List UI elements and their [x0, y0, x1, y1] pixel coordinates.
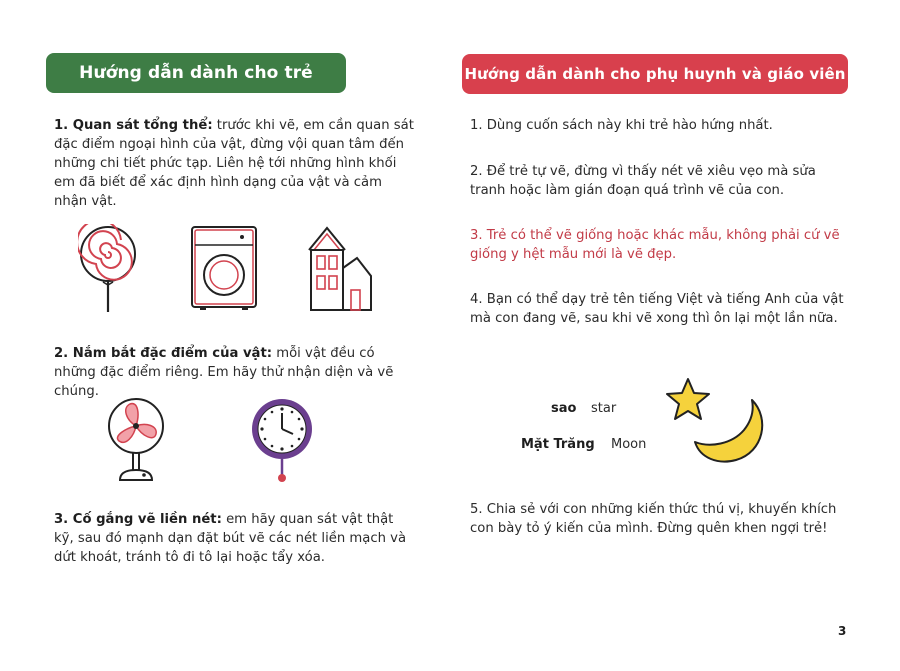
fan-icon — [104, 396, 168, 484]
lollipop-icon — [78, 224, 140, 316]
washing-machine-icon — [190, 225, 258, 311]
item-text: mỗi vật đều có những đặc điểm riêng. Em hãy thử nhận diện và vẽ chúng. — [54, 346, 394, 399]
page-number: 3 — [838, 624, 847, 638]
item-title: 3. Cố gắng vẽ liền nét: — [54, 512, 222, 527]
vocab-vietnamese-moon: Mặt Trăng — [521, 437, 595, 452]
parent-guide-item-3: 3. Trẻ có thể vẽ giống hoặc khác mẫu, không phải cứ vẽ giống y hệt mẫu mới là vẽ đẹp. — [470, 228, 840, 262]
child-guide-item-2 — [54, 344, 414, 401]
parent-guide-item-4: 4. Bạn có thể dạy trẻ tên tiếng Việt và tiếng Anh của vật mà con đang vẽ, sau khi vẽ xong thì ôn lại một lần nữa. — [470, 292, 844, 326]
vocab-vietnamese-star: sao — [551, 401, 577, 416]
parent-guide-item-2: 2. Để trẻ tự vẽ, đừng vì thấy nét vẽ xiêu vẹo mà sửa tranh hoặc làm gián đoạn quá trình vẽ của con. — [470, 164, 816, 198]
item-text: em hãy quan sát vật thật kỹ, sau đó mạnh dạn đặt bút vẽ các nét liền mạch và dứt khoát, tránh tô đi tô lại hoặc tẩy xóa. — [54, 512, 407, 565]
item-text: trước khi vẽ, em cần quan sát đặc điểm ngoại hình của vật, đừng vội quan tâm đến những chi tiết phức tạp. Liên hệ tới những hình khối em đã biết để xác định hình dạng của vật và cảm nhận vật. — [54, 118, 414, 209]
moon-icon — [692, 396, 770, 466]
item-title: 1. Quan sát tổng thể: — [54, 118, 213, 133]
parent-teacher-guide-header: Hướng dẫn dành cho phụ huynh và giáo viên — [462, 54, 848, 94]
parent-guide-item-5: 5. Chia sẻ với con những kiến thức thú vị, khuyến khích con bày tỏ ý kiến của mình. Đừng quên khen ngợi trẻ! — [470, 502, 837, 536]
wall-clock-icon — [248, 396, 316, 484]
parent-guide-item-1: 1. Dùng cuốn sách này khi trẻ hào hứng nhất. — [470, 118, 773, 133]
child-guide-item-3 — [54, 510, 414, 567]
vocab-english-moon: Moon — [611, 437, 647, 452]
child-guide-item-1 — [54, 116, 414, 211]
vocab-english-star: star — [591, 401, 617, 416]
item-title: 2. Nắm bắt đặc điểm của vật: — [54, 346, 273, 361]
house-icon — [305, 224, 377, 312]
child-guide-header: Hướng dẫn dành cho trẻ — [46, 53, 346, 93]
